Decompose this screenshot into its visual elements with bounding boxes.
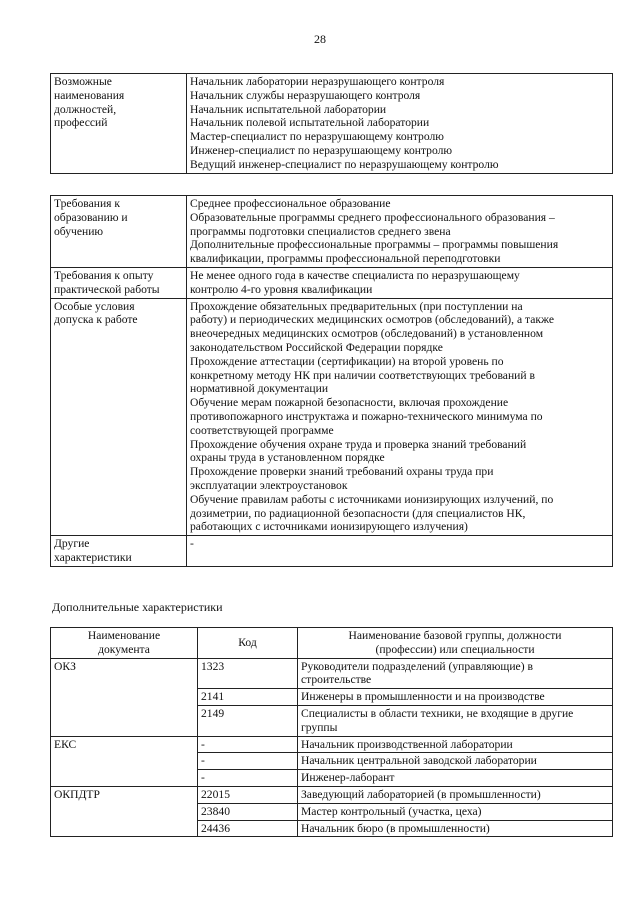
- list-item: Мастер-специалист по неразрушающему контролю: [190, 130, 444, 144]
- header-line: (профессии) или специальности: [375, 642, 535, 656]
- text-line: Прохождение проверки знаний требований охраны труда при: [190, 465, 494, 479]
- text-line: Мастер контрольный (участка, цеха): [301, 804, 482, 818]
- section-title: Дополнительные характеристики: [52, 600, 223, 614]
- table-row: [51, 820, 613, 837]
- list-item: Начальник службы неразрушающего контроля: [190, 88, 421, 102]
- code-cell: -: [198, 770, 298, 787]
- header-description: [298, 628, 613, 659]
- label-line: Требования к: [54, 197, 121, 210]
- text-line: внеочередных медицинских осмотров (обследований) в установленном: [190, 327, 544, 341]
- list-item: Начальник лаборатории неразрушающего контроля: [190, 75, 445, 88]
- header-line: Наименование: [87, 629, 161, 642]
- text-line: Дополнительные профессиональные программы – программы повышения: [190, 238, 559, 252]
- text-line: Начальник бюро (в промышленности): [301, 821, 490, 835]
- text-line: контролю 4-го уровня квалификации: [190, 282, 373, 296]
- education-label: [51, 196, 187, 268]
- text-line: дозиметрии, по радиационной безопасности (для специалистов НК,: [190, 506, 526, 520]
- header-line: Наименование базовой группы, должности: [348, 629, 562, 642]
- additional-characteristics-table: [50, 627, 613, 837]
- experience-label: [51, 267, 187, 298]
- table-row: [51, 74, 613, 174]
- document-cell: ОКЗ: [51, 658, 198, 689]
- text-line: строительстве: [301, 673, 372, 687]
- list-item: Инженер-специалист по неразрушающему контролю: [190, 143, 453, 157]
- text-line: Инженер-лаборант: [301, 771, 395, 785]
- label-line: профессий: [54, 116, 108, 130]
- text-line: охраны труда в установленном порядке: [190, 451, 385, 465]
- table-row: [51, 705, 613, 736]
- list-item: Ведущий инженер-специалист по неразрушающему контролю: [190, 157, 499, 171]
- text-line: Прохождение обязательных предварительных (при поступлении на: [190, 299, 523, 313]
- table-row: [51, 267, 613, 298]
- text-line: Прохождение обучения охране труда и проверка знаний требований: [190, 437, 527, 451]
- text-line: Инженеры в промышленности и на производстве: [301, 690, 545, 704]
- header-document-name: [51, 628, 198, 659]
- text-line: Руководители подразделений (управляющие) в: [301, 659, 533, 673]
- text-line: конкретному методу НК при наличии соответствующих требований в: [190, 368, 535, 382]
- description-cell: [298, 803, 613, 820]
- text-line: -: [190, 537, 194, 551]
- table-row: [51, 786, 613, 803]
- description-cell: [298, 820, 613, 837]
- list-item: Начальник полевой испытательной лаборатории: [190, 116, 430, 130]
- text-line: эксплуатации электроустановок: [190, 478, 348, 492]
- label-line: образованию и: [54, 210, 128, 224]
- other-characteristics-value: [187, 536, 613, 567]
- label-line: Возможные: [54, 75, 112, 88]
- description-cell: [298, 753, 613, 770]
- text-line: соответствующей программе: [190, 423, 334, 437]
- text-line: Не менее одного года в качестве специалиста по неразрушающему: [190, 268, 520, 282]
- text-line: Среднее профессиональное образование: [190, 197, 391, 210]
- text-line: квалификации, программы профессиональной переподготовки: [190, 252, 501, 266]
- text-line: работающих с источниками ионизирующего излучения): [190, 520, 468, 534]
- text-line: противопожарного инструктажа и пожарно-технического минимума по: [190, 409, 543, 423]
- code-cell: 22015: [198, 786, 298, 803]
- special-conditions-label: [51, 298, 187, 536]
- label-line: должностей,: [54, 102, 117, 116]
- table-row: [51, 658, 613, 689]
- label-line: Другие: [54, 537, 90, 551]
- description-cell: [298, 770, 613, 787]
- text-line: Обучение мерам пожарной безопасности, включая прохождение: [190, 396, 509, 410]
- code-cell: 2149: [198, 705, 298, 736]
- label-line: наименования: [54, 88, 125, 102]
- header-line: документа: [98, 642, 150, 656]
- code-cell: -: [198, 736, 298, 753]
- table-row: [51, 298, 613, 536]
- label-line: допуска к работе: [54, 313, 138, 327]
- text-line: законодательством Российской Федерации порядке: [190, 340, 443, 354]
- label-line: Особые условия: [54, 299, 135, 313]
- document-cell: ЕКС: [51, 736, 198, 753]
- text-line: группы: [301, 720, 338, 734]
- code-cell: 1323: [198, 658, 298, 689]
- description-cell: [298, 658, 613, 689]
- document-cell: [51, 753, 198, 770]
- text-line: Начальник производственной лаборатории: [301, 737, 513, 751]
- description-cell: [298, 786, 613, 803]
- text-line: Образовательные программы среднего профессионального образования –: [190, 210, 555, 224]
- label-line: обучению: [54, 224, 104, 238]
- experience-value: [187, 267, 613, 298]
- text-line: Начальник центральной заводской лаборатории: [301, 754, 537, 768]
- table-row: [51, 803, 613, 820]
- job-titles-list: [187, 74, 613, 174]
- document-cell: [51, 820, 198, 837]
- text-line: Прохождение аттестации (сертификации) на второй уровень по: [190, 354, 504, 368]
- document-cell: ОКПДТР: [51, 786, 198, 803]
- header-code: Код: [198, 628, 298, 659]
- code-cell: -: [198, 753, 298, 770]
- description-cell: [298, 705, 613, 736]
- table-header-row: [51, 628, 613, 659]
- text-line: Специалисты в области техники, не входящие в другие: [301, 706, 574, 720]
- other-characteristics-label: [51, 536, 187, 567]
- label-line: практической работы: [54, 282, 160, 296]
- label-line: Требования к опыту: [54, 268, 154, 282]
- table-row: [51, 196, 613, 268]
- table-row: [51, 689, 613, 706]
- code-cell: 24436: [198, 820, 298, 837]
- requirements-table: [50, 195, 613, 567]
- document-cell: [51, 770, 198, 787]
- text-line: Обучение правилам работы с источниками ионизирующих излучений, по: [190, 492, 554, 506]
- text-line: работу) и периодических медицинских осмотров (обследований), а также: [190, 313, 554, 327]
- table-row: [51, 536, 613, 567]
- description-cell: [298, 736, 613, 753]
- code-cell: 23840: [198, 803, 298, 820]
- page-number: 28: [314, 32, 326, 46]
- label-line: характеристики: [54, 550, 132, 564]
- list-item: Начальник испытательной лаборатории: [190, 102, 387, 116]
- text-line: программы подготовки специалистов среднего звена: [190, 224, 451, 238]
- text-line: Заведующий лабораторией (в промышленности): [301, 787, 541, 801]
- special-conditions-value: [187, 298, 613, 536]
- job-titles-table: [50, 73, 613, 174]
- table-row: [51, 736, 613, 753]
- text-line: нормативной документации: [190, 382, 329, 396]
- table-row: [51, 770, 613, 787]
- description-cell: [298, 689, 613, 706]
- code-cell: 2141: [198, 689, 298, 706]
- document-cell: [51, 803, 198, 820]
- document-cell: [51, 689, 198, 706]
- table-row: [51, 753, 613, 770]
- job-titles-label: [51, 74, 187, 174]
- document-cell: [51, 705, 198, 736]
- education-value: [187, 196, 613, 268]
